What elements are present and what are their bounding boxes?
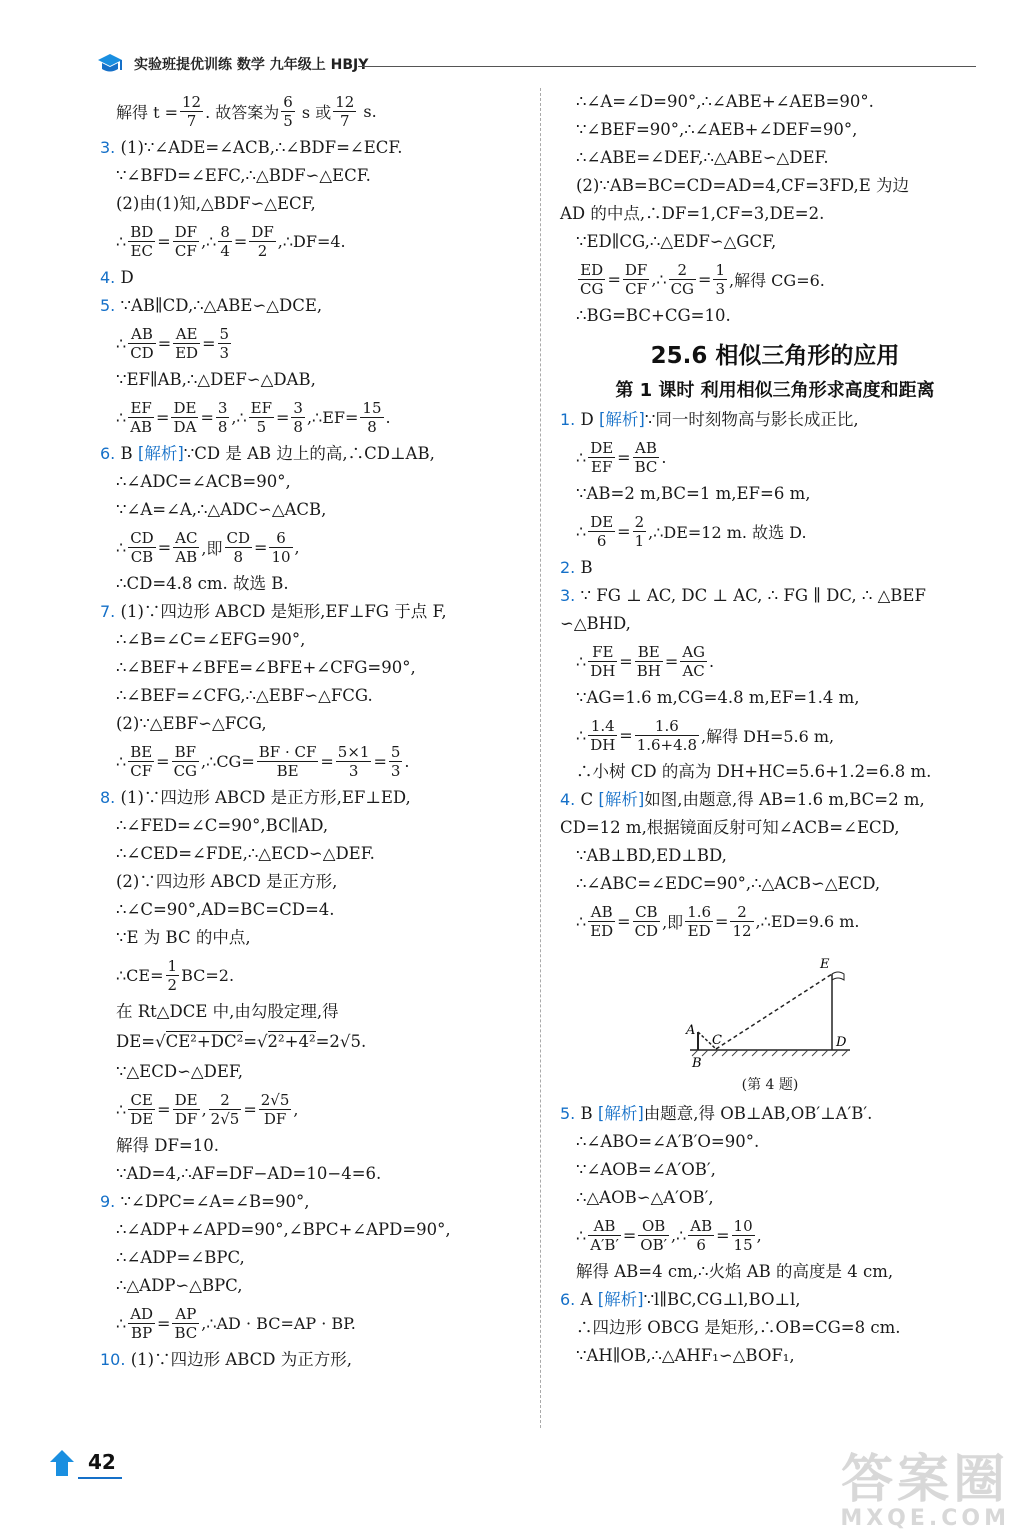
fraction: $\frac{AG}{AC}$ — [682, 642, 706, 680]
fraction: $\frac{EF}{AB}$ — [130, 398, 153, 436]
fraction: $\frac{BE}{BH}$ — [636, 642, 661, 680]
answer-line: ∴∠ABC=∠EDC=90°,∴△ACB∽△ECD, — [576, 874, 881, 893]
book-title: 实验班提优训练 数学 九年级上 HBJY — [134, 57, 369, 73]
fraction: $\frac{15}{8}$ — [362, 398, 382, 436]
reflected-ray — [716, 974, 832, 1049]
fraction: $\frac{12}{7}$ — [182, 92, 202, 130]
fraction: $\frac{5}{3}$ — [219, 324, 230, 362]
right-column — [560, 88, 990, 1370]
fraction: $\frac{ED}{CG}$ — [580, 260, 604, 298]
fraction: $\frac{DF}{CF}$ — [174, 222, 198, 260]
answer-line: ∴∠ADP+∠APD=90°,∠BPC+∠APD=90°, — [116, 1220, 451, 1239]
answer-line: ∵AB⊥BD,ED⊥BD, — [576, 846, 727, 865]
answer-line: ∵∠AOB=∠A′OB′, — [576, 1160, 716, 1179]
fraction: $\frac{BD}{EC}$ — [130, 222, 154, 260]
answer-line: ∴ $\frac{AD}{BP}$ = $\frac{AP}{BC}$ ,∴AD · BC=AP · BP. — [116, 1304, 356, 1342]
fraction: $\frac{2}{CG}$ — [670, 260, 695, 298]
answer-line: ∴∠ADP=∠BPC, — [116, 1248, 245, 1267]
left-column — [100, 88, 530, 1374]
fraction: $\frac{DF}{CF}$ — [624, 260, 648, 298]
page-header — [96, 48, 976, 84]
question-10: 10. (1)∵四边形 ABCD 为正方形, — [100, 1350, 353, 1369]
answer-line: ∴BG=BC+CG=10. — [576, 306, 731, 325]
fraction: $\frac{5}{3}$ — [390, 742, 401, 780]
question-number: 6. — [560, 1290, 576, 1309]
answer-line: ∽△BHD, — [560, 614, 631, 633]
question-6: 6. B [解析]∵CD 是 AB 边上的高,∴CD⊥AB, — [100, 444, 435, 463]
fraction: $\frac{AD}{BP}$ — [130, 1304, 154, 1342]
header-rule — [358, 66, 976, 67]
fraction: $\frac{1.6}{ED}$ — [687, 902, 712, 940]
fraction: $\frac{2}{2√5}$ — [210, 1090, 240, 1128]
answer-line: ∴ $\frac{AB}{A'B'}$ = $\frac{OB}{OB'}$ ,∴ $\frac{AB}{6}$ = $\frac{10}{15}$ , — [576, 1216, 762, 1254]
exercise-2: 2. B — [560, 558, 593, 577]
fraction: $\frac{6}{10}$ — [271, 528, 291, 566]
answer-line: ∴ $\frac{CD}{CB}$ = $\frac{AC}{AB}$ ,即 $\frac{CD}{8}$ = $\frac{6}{10}$ , — [116, 528, 300, 566]
answer-line: ∴∠BEF+∠BFE=∠BFE+∠CFG=90°, — [116, 658, 416, 677]
analysis-tag: [解析] — [597, 1104, 644, 1123]
label-c: C — [712, 1033, 722, 1048]
answer-line: 解得 AB=4 cm,∴火焰 AB 的高度是 4 cm, — [576, 1262, 894, 1281]
question-number: 5. — [100, 296, 116, 315]
answer-line: ∴ $\frac{BE}{CF}$ = $\frac{BF}{CG}$ ,∴CG= $\frac{BF \cdot CF}{BE}$ = $\frac{5\times 1}{3}$ = $\frac{5}{3}$ . — [116, 742, 410, 780]
answer-line: DE=√CE²+DC²=√2²+4²=2√5. — [116, 1032, 367, 1051]
answer-line: ∵AH∥OB,∴△AHF₁∽△BOF₁, — [576, 1346, 795, 1365]
fraction: $\frac{3}{8}$ — [293, 398, 303, 436]
answer-line: ∴ $\frac{BD}{EC}$ = $\frac{DF}{CF}$ ,∴ $\frac{8}{4}$ = $\frac{DF}{2}$ ,∴DF=4. — [116, 222, 346, 260]
fraction: $\frac{3}{8}$ — [217, 398, 228, 436]
label-b: B — [692, 1056, 702, 1070]
fraction: $\frac{1.6}{1.6+4.8}$ — [636, 716, 697, 754]
label-d: D — [836, 1035, 847, 1050]
answer-line: (2)∵△EBF∽△FCG, — [116, 714, 267, 733]
answer-line: ∴∠CED=∠FDE,∴△ECD∽△DEF. — [116, 844, 375, 863]
answer-line: ∴∠FED=∠C=90°,BC∥AD, — [116, 816, 329, 835]
answer-line: ∴ $\frac{1.4}{DH}$ = $\frac{1.6}{1.6+4.8}$ ,解得 DH=5.6 m, — [576, 716, 835, 754]
exercise-6: 6. A [解析]∵l∥BC,CG⊥l,BO⊥l, — [560, 1290, 801, 1309]
question-number: 6. — [100, 444, 116, 463]
answer-line: 解得 DF=10. — [116, 1136, 219, 1155]
question-4: 4. D — [100, 268, 134, 287]
answer-line: 在 Rt△DCE 中,由勾股定理,得 — [116, 1002, 339, 1021]
exercise-4: 4. C [解析]如图,由题意,得 AB=1.6 m,BC=2 m, — [560, 790, 925, 809]
section-title: 25.6 相似三角形的应用 — [650, 343, 900, 369]
exercise-5: 5. B [解析]由题意,得 OB⊥AB,OB′⊥A′B′. — [560, 1104, 873, 1123]
answer-line: ∴∠B=∠C=∠EFG=90°, — [116, 630, 306, 649]
fraction: $\frac{1.4}{DH}$ — [590, 716, 616, 754]
answer-line: $\frac{ED}{CG}$ = $\frac{DF}{CF}$ ,∴ $\frac{2}{CG}$ = $\frac{1}{3}$ ,解得 CG=6. — [580, 260, 825, 298]
answer-line: (2)∵AB=BC=CD=AD=4,CF=3FD,E 为边 — [576, 176, 910, 195]
label-a: A — [686, 1023, 696, 1038]
fraction: $\frac{AP}{BC}$ — [174, 1304, 198, 1342]
question-9: 9. ∵∠DPC=∠A=∠B=90°, — [100, 1192, 310, 1211]
answer-line: ∴ $\frac{DE}{6}$ = $\frac{2}{1}$ ,∴DE=12 m. 故选 D. — [576, 512, 807, 550]
question-3: 3. (1)∵∠ADE=∠ACB,∴∠BDF=∠ECF. — [100, 138, 403, 157]
analysis-tag: [解析] — [599, 410, 645, 429]
question-number: 3. — [100, 138, 116, 157]
fraction: $\frac{DE}{6}$ — [590, 512, 614, 550]
answer-line: ∴∠ADC=∠ACB=90°, — [116, 472, 291, 491]
fraction: $\frac{DE}{DF}$ — [174, 1090, 198, 1128]
fraction: $\frac{2}{1}$ — [634, 512, 645, 550]
fraction: $\frac{12}{7}$ — [335, 92, 355, 130]
question-number: 7. — [100, 602, 116, 621]
fraction: $\frac{5\times 1}{3}$ — [337, 742, 370, 780]
fraction: $\frac{2√5}{DF}$ — [260, 1090, 290, 1128]
fraction: $\frac{1}{2}$ — [167, 956, 178, 994]
answer-line: ∴ $\frac{EF}{AB}$ = $\frac{DE}{DA}$ = $\frac{3}{8}$ ,∴ $\frac{EF}{5}$ = $\frac{3}{8}$ ,∴EF= $\frac{15}{8}$ . — [116, 398, 391, 436]
page-number: 42 — [88, 1450, 116, 1474]
fraction: $\frac{AB}{ED}$ — [590, 902, 614, 940]
fraction: $\frac{CB}{CD}$ — [634, 902, 659, 940]
analysis-tag: [解析] — [598, 790, 645, 809]
answer-line: (2)∵四边形 ABCD 是正方形, — [116, 872, 338, 891]
book-logo-icon — [96, 52, 124, 76]
fraction: $\frac{CD}{8}$ — [226, 528, 251, 566]
figure-q4 — [680, 952, 990, 1096]
answer-line: (2)由(1)知,△BDF∽△ECF, — [116, 194, 316, 213]
answer-line: ∴∠ABO=∠A′B′O=90°. — [576, 1132, 760, 1151]
question-number: 4. — [100, 268, 116, 287]
fraction: $\frac{CD}{CB}$ — [130, 528, 154, 566]
question-8: 8. (1)∵四边形 ABCD 是正方形,EF⊥ED, — [100, 788, 411, 807]
fraction: $\frac{10}{15}$ — [733, 1216, 753, 1254]
answer-line: ∴△AOB∽△A′OB′, — [576, 1188, 714, 1207]
question-number: 4. — [560, 790, 576, 809]
analysis-tag: [解析] — [137, 444, 184, 463]
fraction: $\frac{DF}{2}$ — [251, 222, 274, 260]
answer-line: ∴∠BEF=∠CFG,∴△EBF∽△FCG. — [116, 686, 373, 705]
answer-line: ∴四边形 OBCG 是矩形,∴OB=CG=8 cm. — [576, 1318, 901, 1337]
answer-line: ∴CD=4.8 cm. 故选 B. — [116, 574, 289, 593]
fraction: $\frac{AB}{6}$ — [690, 1216, 713, 1254]
figure-caption: (第 4 题) — [741, 1077, 799, 1093]
answer-line: ∵AB=2 m,BC=1 m,EF=6 m, — [576, 484, 811, 503]
answer-line: ∵ED∥CG,∴△EDF∽△GCF, — [576, 232, 777, 251]
answer-line: ∵AG=1.6 m,CG=4.8 m,EF=1.4 m, — [576, 688, 860, 707]
page-number-badge — [48, 1448, 124, 1480]
fraction: $\frac{6}{5}$ — [283, 92, 293, 130]
flag-icon — [832, 972, 844, 980]
answer-line: ∴CE= $\frac{1}{2}$ BC=2. — [116, 956, 235, 994]
answer-line: ∵∠BFD=∠EFC,∴△BDF∽△ECF. — [116, 166, 371, 185]
question-7: 7. (1)∵四边形 ABCD 是矩形,EF⊥FG 于点 F, — [100, 602, 447, 621]
answer-line: 解得 t = $\frac{12}{7}$ . 故答案为 $\frac{6}{5}$ s 或 $\frac{12}{7}$ s. — [116, 92, 377, 130]
analysis-tag: [解析] — [597, 1290, 644, 1309]
answer-line: ∴ $\frac{DE}{EF}$ = $\frac{AB}{BC}$ . — [576, 438, 667, 476]
label-e: E — [820, 957, 830, 972]
question-number: 8. — [100, 788, 116, 807]
fraction: $\frac{BF}{CG}$ — [173, 742, 198, 780]
fraction: $\frac{DE}{EF}$ — [590, 438, 614, 476]
fraction: $\frac{AB}{CD}$ — [130, 324, 154, 362]
answer-line: ∵EF∥AB,∴△DEF∽△DAB, — [116, 370, 316, 389]
column-divider — [540, 88, 541, 1428]
question-number: 5. — [560, 1104, 576, 1123]
lesson-title: 第 1 课时 利用相似三角形求高度和距离 — [615, 380, 935, 401]
fraction: $\frac{BF \cdot CF}{BE}$ — [258, 742, 317, 780]
fraction: $\frac{DE}{DA}$ — [173, 398, 197, 436]
answer-line: ∴ $\frac{AB}{ED}$ = $\frac{CB}{CD}$ ,即 $\frac{1.6}{ED}$ = $\frac{2}{12}$ ,∴ED=9.6 m. — [576, 902, 860, 940]
answer-line: ∵∠BEF=90°,∴∠AEB+∠DEF=90°, — [576, 120, 858, 139]
fraction: $\frac{OB}{OB'}$ — [640, 1216, 667, 1254]
exercise-1: 1. D [解析]∵同一时刻物高与影长成正比, — [560, 410, 859, 429]
fraction: $\frac{CE}{DE}$ — [130, 1090, 154, 1128]
exercise-3: 3. ∵ FG ⊥ AC, DC ⊥ AC, ∴ FG ∥ DC, ∴ △BEF — [560, 586, 926, 605]
question-5: 5. ∵AB∥CD,∴△ABE∽△DCE, — [100, 296, 323, 315]
fraction: $\frac{EF}{5}$ — [250, 398, 273, 436]
answer-line: ∴ $\frac{FE}{DH}$ = $\frac{BE}{BH}$ = $\frac{AG}{AC}$ . — [576, 642, 715, 680]
answer-line: AD 的中点,∴DF=1,CF=3,DE=2. — [560, 204, 825, 223]
answer-line: ∴△ADP∽△BPC, — [116, 1276, 243, 1295]
fraction: $\frac{AB}{BC}$ — [634, 438, 658, 476]
fraction: $\frac{2}{12}$ — [732, 902, 752, 940]
fraction: $\frac{8}{4}$ — [220, 222, 230, 260]
ground-hatching — [692, 1050, 848, 1056]
mirror-reflection-diagram — [680, 952, 860, 1070]
fraction: $\frac{1}{3}$ — [715, 260, 725, 298]
answer-line: ∵E 为 BC 的中点, — [116, 928, 251, 947]
fraction: $\frac{AE}{ED}$ — [175, 324, 199, 362]
question-number: 3. — [560, 586, 576, 605]
fraction: $\frac{FE}{DH}$ — [590, 642, 616, 680]
answer-line: ∴小树 CD 的高为 DH+HC=5.6+1.2=6.8 m. — [576, 762, 932, 781]
answer-line: ∴∠C=90°,AD=BC=CD=4. — [116, 900, 335, 919]
fraction: $\frac{AC}{AB}$ — [175, 528, 198, 566]
answer-line: ∴ $\frac{AB}{CD}$ = $\frac{AE}{ED}$ = $\frac{5}{3}$ — [116, 324, 230, 362]
question-number: 10. — [100, 1350, 126, 1369]
question-number: 2. — [560, 558, 576, 577]
answer-line: ∵∠A=∠A,∴△ADC∽△ACB, — [116, 500, 327, 519]
answer-line: ∴∠ABE=∠DEF,∴△ABE∽△DEF. — [576, 148, 829, 167]
answer-line: CD=12 m,根据镜面反射可知∠ACB=∠ECD, — [560, 818, 900, 837]
answer-line: ∵△ECD∽△DEF, — [116, 1062, 243, 1081]
answer-line: ∴ $\frac{CE}{DE}$ = $\frac{DE}{DF}$ , $\frac{2}{2√5}$ = $\frac{2√5}{DF}$ , — [116, 1090, 299, 1128]
fraction: $\frac{BE}{CF}$ — [130, 742, 153, 780]
fraction: $\frac{AB}{A'B'}$ — [590, 1216, 619, 1254]
answer-line: ∴∠A=∠D=90°,∴∠ABE+∠AEB=90°. — [576, 92, 874, 111]
question-number: 1. — [560, 410, 576, 429]
watermark: 答案圈 MXQE.COM — [840, 1450, 1010, 1531]
question-number: 9. — [100, 1192, 116, 1211]
answer-line: ∵AD=4,∴AF=DF−AD=10−4=6. — [116, 1164, 382, 1183]
